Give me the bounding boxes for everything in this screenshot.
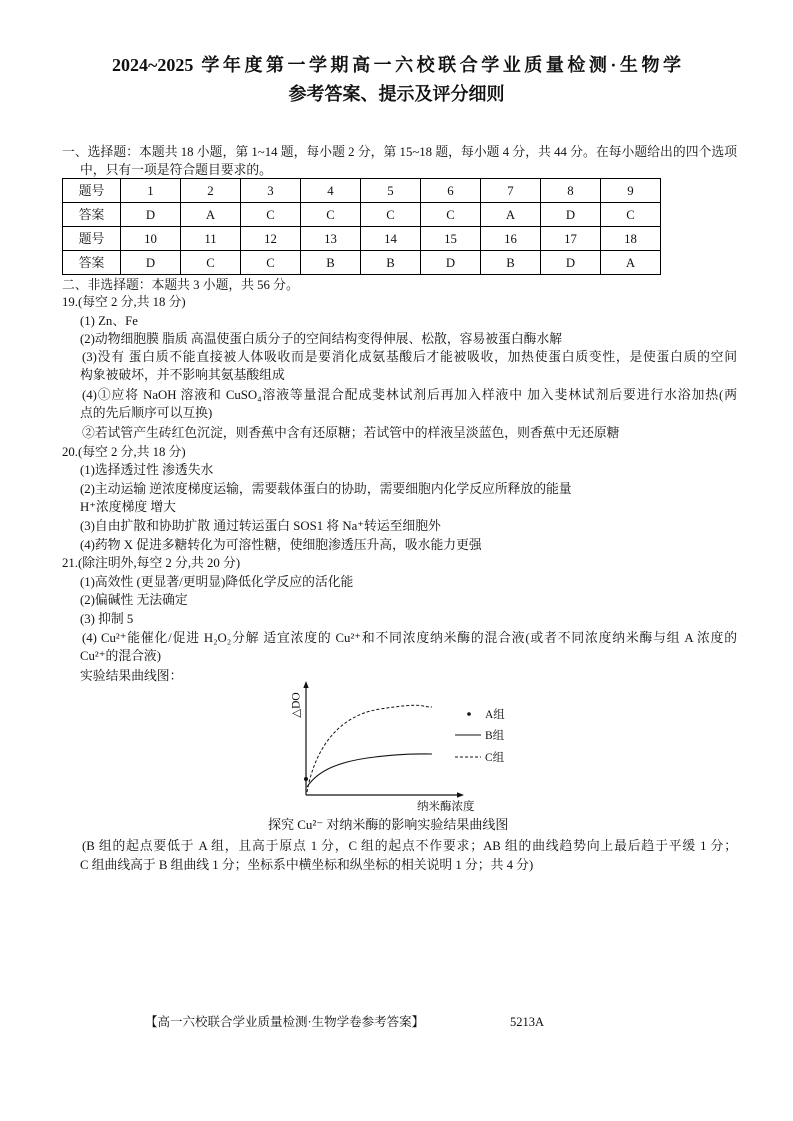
figure-intro: 实验结果曲线图：	[80, 669, 183, 683]
q19-answer-4-part2: ②若试管产生砖红色沉淀，则香蕉中含有还原糖；若试管中的样液呈淡蓝色，则香蕉中无还原糖	[82, 426, 620, 440]
table-row-label: 答案	[63, 203, 121, 227]
table-cell: 16	[481, 227, 541, 251]
legend-label-b: B组	[485, 730, 505, 742]
q20-answer-1: (1)选择透过性 渗透失水	[80, 463, 214, 477]
table-cell: D	[541, 251, 601, 275]
table-cell: D	[421, 251, 481, 275]
q20-answer-4: (4)药物 X 促进多糖转化为可溶性糖，使细胞渗透压升高，吸水能力更强	[80, 538, 482, 552]
table-cell: 13	[301, 227, 361, 251]
q21-answer-4-cont: Cu²⁺的混合液)	[80, 649, 161, 663]
table-cell: C	[421, 203, 481, 227]
table-cell: B	[481, 251, 541, 275]
q19-answer-2: (2)动物细胞膜 脂质 高温使蛋白质分子的空间结构变得伸展、松散，容易被蛋白酶水解	[80, 332, 563, 346]
section1-instructions-cont: 中，只有一项是符合题目要求的。	[80, 163, 272, 177]
table-cell: 1	[121, 179, 181, 203]
footer-code: 5213A	[510, 1015, 545, 1029]
curve-group-c	[307, 705, 432, 792]
legend-label-c: C组	[485, 752, 505, 764]
q21-answer-1: (1)高效性 (更显著/更明显)降低化学反应的活化能	[80, 575, 354, 589]
table-row	[63, 251, 661, 275]
q19-answer-4-cont: 点的先后顺序可以互换)	[80, 406, 213, 420]
section1-instructions: 一、选择题：本题共 18 小题，第 1~14 题，每小题 2 分，第 15~18 题，每小题 4 分，共 44 分。在每小题给出的四个选项	[62, 145, 737, 159]
table-row-label: 答案	[63, 251, 121, 275]
x-axis-arrow	[457, 792, 464, 797]
point-group-a	[304, 777, 308, 781]
scoring-note-cont: C 组曲线高于 B 组曲线 1 分；坐标系中横坐标和纵坐标的相关说明 1 分；共 4 分)	[80, 858, 534, 872]
table-row-label: 题号	[63, 227, 121, 251]
figure-caption: 探究 Cu²⁻ 对纳米酶的影响实验结果曲线图	[268, 817, 509, 832]
q19-answer-1: (1) Zn、Fe	[80, 314, 138, 328]
y-axis-arrow	[303, 681, 308, 688]
q21-answer-3: (3) 抑制 5	[80, 612, 134, 626]
table-cell: A	[181, 203, 241, 227]
table-cell: C	[241, 203, 301, 227]
document-subtitle: 参考答案、提示及评分细则	[288, 84, 505, 104]
q21-heading: 21.(除注明外,每空 2 分,共 20 分)	[62, 556, 241, 570]
legend-label-a: A组	[485, 709, 505, 721]
table-cell: C	[181, 251, 241, 275]
x-axis-label: 纳米酶浓度	[417, 801, 475, 813]
table-cell: A	[601, 251, 661, 275]
table-cell: 9	[601, 179, 661, 203]
table-row-label: 题号	[63, 179, 121, 203]
table-cell: D	[121, 251, 181, 275]
q20-heading: 20.(每空 2 分,共 18 分)	[62, 445, 186, 459]
footer-title: 【高一六校联合学业质量检测·生物学卷参考答案】	[145, 1015, 425, 1029]
table-cell: 10	[121, 227, 181, 251]
table-cell: 14	[361, 227, 421, 251]
q21-answer-2: (2)偏碱性 无法确定	[80, 593, 188, 607]
answer-table	[62, 178, 661, 275]
table-cell: D	[121, 203, 181, 227]
section2-heading: 二、非选择题：本题共 3 小题，共 56 分。	[62, 278, 299, 292]
table-cell: 8	[541, 179, 601, 203]
q20-answer-3: (3)自由扩散和协助扩散 通过转运蛋白 SOS1 将 Na⁺转运至细胞外	[80, 519, 441, 533]
table-cell: 7	[481, 179, 541, 203]
table-cell: 4	[301, 179, 361, 203]
table-cell: C	[601, 203, 661, 227]
table-cell: 18	[601, 227, 661, 251]
q21-answer-4: (4) Cu²⁺能催化/促进 H₂O₂分解 适宜浓度的 Cu²⁺和不同浓度纳米酶的混合液(或者不同浓度纳米酶与组 A 浓度的	[82, 631, 737, 645]
legend-marker-a	[467, 712, 471, 716]
q20-answer-2-cont: H⁺浓度梯度 增大	[80, 500, 176, 514]
table-cell: 11	[181, 227, 241, 251]
document-title: 2024~2025 学年度第一学期高一六校联合学业质量检测·生物学	[112, 55, 681, 75]
table-row	[63, 179, 661, 203]
q19-answer-3: (3)没有 蛋白质不能直接被人体吸收而是要消化成氨基酸后才能被吸收，加热使蛋白质变性，是使蛋白质的空间	[82, 350, 737, 364]
result-curve-figure	[280, 678, 520, 818]
table-row	[63, 227, 661, 251]
y-axis-label: △DO	[290, 692, 303, 718]
table-cell: C	[361, 203, 421, 227]
table-cell: C	[241, 251, 301, 275]
table-cell: 15	[421, 227, 481, 251]
table-cell: 6	[421, 179, 481, 203]
table-cell: D	[541, 203, 601, 227]
table-cell: B	[361, 251, 421, 275]
q19-answer-3-cont: 构象被破坏，并不影响其氨基酸组成	[80, 368, 285, 382]
table-cell: C	[301, 203, 361, 227]
table-cell: 12	[241, 227, 301, 251]
q19-answer-4: (4)①应将 NaOH 溶液和 CuSO₄溶液等量混合配成斐林试剂后再加入样液中 加入斐林试剂后要进行水浴加热(两	[82, 388, 737, 402]
table-cell: 5	[361, 179, 421, 203]
table-cell: 17	[541, 227, 601, 251]
q19-heading: 19.(每空 2 分,共 18 分)	[62, 295, 186, 309]
curve-group-b	[307, 754, 432, 787]
table-cell: A	[481, 203, 541, 227]
q20-answer-2: (2)主动运输 逆浓度梯度运输，需要载体蛋白的协助，需要细胞内化学反应所释放的能量	[80, 482, 572, 496]
table-cell: B	[301, 251, 361, 275]
table-cell: 3	[241, 179, 301, 203]
table-row	[63, 203, 661, 227]
scoring-note: (B 组的起点要低于 A 组，且高于原点 1 分，C 组的起点不作要求；AB 组的曲线趋势向上最后趋于平缓 1 分；	[82, 839, 737, 853]
table-cell: 2	[181, 179, 241, 203]
